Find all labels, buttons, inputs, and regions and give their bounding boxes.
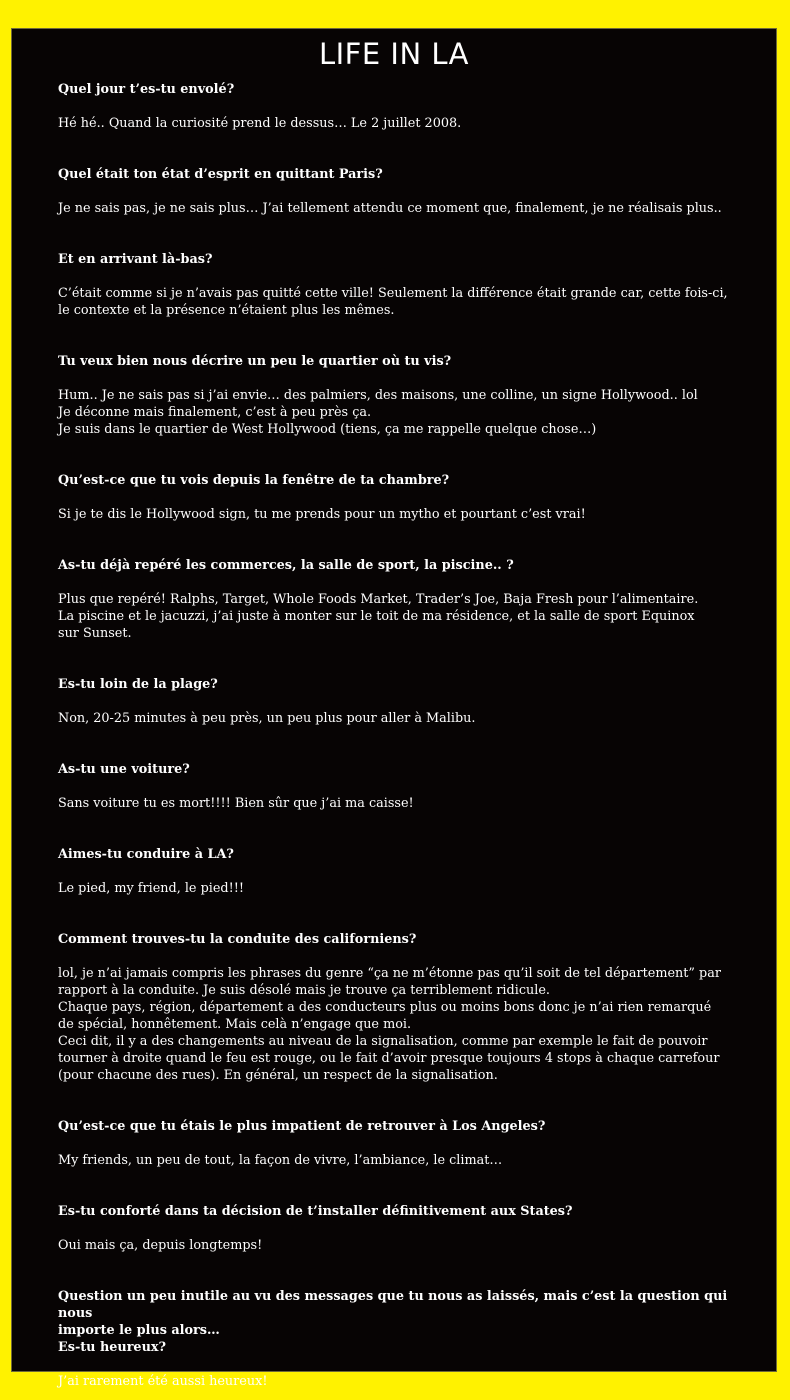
- question: Aimes-tu conduire à LA?: [58, 847, 234, 862]
- answer: Sans voiture tu es mort!!!! Bien sûr que j’ai ma caisse!: [58, 796, 414, 811]
- qa-item: [58, 676, 738, 727]
- question: Question un peu inutile au vu des messages que tu nous as laissés, mais c’est la question qui nous importe le plus alors… Es-tu heureux?: [58, 1289, 728, 1355]
- answer: lol, je n’ai jamais compris les phrases du genre “ça ne m’étonne pas qu’il soit de tel département” par rapport à la conduite. Je suis désolé mais je trouve ça terriblement ridicule. Chaque pays, région, département a des conducteurs plus ou moins bons donc je n’ai rien remarqué de spécial, honnêtement. Mais celà n’engage que moi. Ceci dit, il y a des changements au niveau de la signalisation, comme par exemple le fait de pouvoir tourner à droite quand le feu est rouge, ou le fait d’avoir presque toujours 4 stops à chaque carrefour (pour chacune des rues). En général, un respect de la signalisation.: [58, 966, 721, 1083]
- qa-item: [58, 557, 738, 642]
- answer: Si je te dis le Hollywood sign, tu me prends pour un mytho et pourtant c’est vrai!: [58, 507, 586, 522]
- answer: Non, 20-25 minutes à peu près, un peu plus pour aller à Malibu.: [58, 711, 476, 726]
- page-title: LIFE IN LA: [318, 37, 470, 71]
- qa-item: [58, 166, 738, 217]
- qa-item: [58, 1288, 738, 1390]
- interview-list: [58, 81, 738, 1390]
- question: Quel était ton état d’esprit en quittant Paris?: [58, 167, 383, 182]
- question: Es-tu loin de la plage?: [58, 677, 218, 692]
- qa-item: [58, 761, 738, 812]
- qa-item: [58, 472, 738, 523]
- question: Qu’est-ce que tu vois depuis la fenêtre de ta chambre?: [58, 473, 450, 488]
- answer: Hum.. Je ne sais pas si j’ai envie… des palmiers, des maisons, une colline, un signe Hollywood.. lol Je déconne mais finalement, c’est à peu près ça. Je suis dans le quartier de West Hollywood (tiens, ça me rappelle quelque chose…): [58, 388, 698, 437]
- qa-item: [58, 353, 738, 438]
- answer: J’ai rarement été aussi heureux!: [58, 1374, 268, 1389]
- qa-item: [58, 931, 738, 1084]
- answer: Oui mais ça, depuis longtemps!: [58, 1238, 263, 1253]
- question: Quel jour t’es-tu envolé?: [58, 82, 235, 97]
- qa-item: [58, 846, 738, 897]
- qa-item: [58, 1203, 738, 1254]
- qa-item: [58, 1118, 738, 1169]
- question: Es-tu conforté dans ta décision de t’installer définitivement aux States?: [58, 1204, 573, 1219]
- question: Qu’est-ce que tu étais le plus impatient de retrouver à Los Angeles?: [58, 1119, 546, 1134]
- answer: Plus que repéré! Ralphs, Target, Whole Foods Market, Trader’s Joe, Baja Fresh pour l’alimentaire. La piscine et le jacuzzi, j’ai juste à monter sur le toit de ma résidence, et la salle de sport Equinox sur Sunset.: [58, 592, 699, 641]
- question: Et en arrivant là-bas?: [58, 252, 213, 267]
- article-panel: [11, 28, 777, 1389]
- question: Tu veux bien nous décrire un peu le quartier où tu vis?: [58, 354, 452, 369]
- answer: Le pied, my friend, le pied!!!: [58, 881, 245, 896]
- qa-item: [58, 81, 738, 132]
- qa-item: [58, 251, 738, 319]
- answer: Je ne sais pas, je ne sais plus… J’ai tellement attendu ce moment que, finalement, je ne réalisais plus..: [58, 201, 722, 216]
- question: As-tu déjà repéré les commerces, la salle de sport, la piscine.. ?: [58, 558, 514, 573]
- question: As-tu une voiture?: [58, 762, 190, 777]
- question: Comment trouves-tu la conduite des californiens?: [58, 932, 417, 947]
- answer: Hé hé.. Quand la curiosité prend le dessus… Le 2 juillet 2008.: [58, 116, 462, 131]
- answer: My friends, un peu de tout, la façon de vivre, l’ambiance, le climat…: [58, 1153, 503, 1168]
- answer: C’était comme si je n’avais pas quitté cette ville! Seulement la différence était grande car, cette fois-ci, le contexte et la présence n’étaient plus les mêmes.: [58, 286, 728, 318]
